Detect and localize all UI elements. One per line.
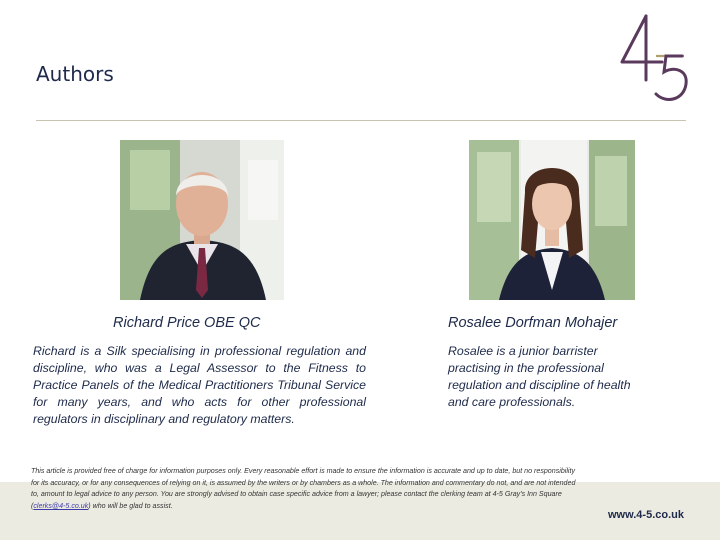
page-title: Authors — [36, 62, 114, 86]
author-bio-rosalee: Rosalee is a junior barrister practising in the professional regulation and discipline of health and care professionals. — [448, 344, 631, 409]
author-name-richard: Richard Price OBE QC — [113, 315, 261, 331]
author-name-rosalee: Rosalee Dorfman Mohajer — [448, 315, 618, 331]
author-photo-richard — [120, 140, 284, 300]
clerks-email-link[interactable]: clerks@4-5.co.uk — [33, 501, 89, 510]
author-bio-richard: Richard is a Silk specialising in professional regulation and discipline, who was a Legal Assessor to the Fitness to Practice Panels of the Medical Practitioners Tribunal Service for many years, and who acts for other professional regulators in disciplinary and regulatory matters. — [33, 344, 366, 426]
website-link[interactable]: www.4-5.co.uk — [607, 509, 684, 521]
chambers-logo — [612, 10, 692, 110]
author-photo-rosalee — [469, 140, 635, 300]
disclaimer-text: This article is provided free of charge for information purposes only. Every reasonable effort is made to ensure the information is accurate and up to date, but no responsibility for its accuracy, or for any consequences of relying on it, is assumed by the writers or by chambers as a whole. The information and commentary do not, and are not intended to, amount to legal advice to any person. You are strongly advised to obtain case specific advice from a lawyer; please contact the clerking team at 4-5 Gray's Inn Square (clerks@4-5.co.uk) who will be glad to assist. — [31, 467, 576, 510]
header-divider — [36, 120, 686, 121]
